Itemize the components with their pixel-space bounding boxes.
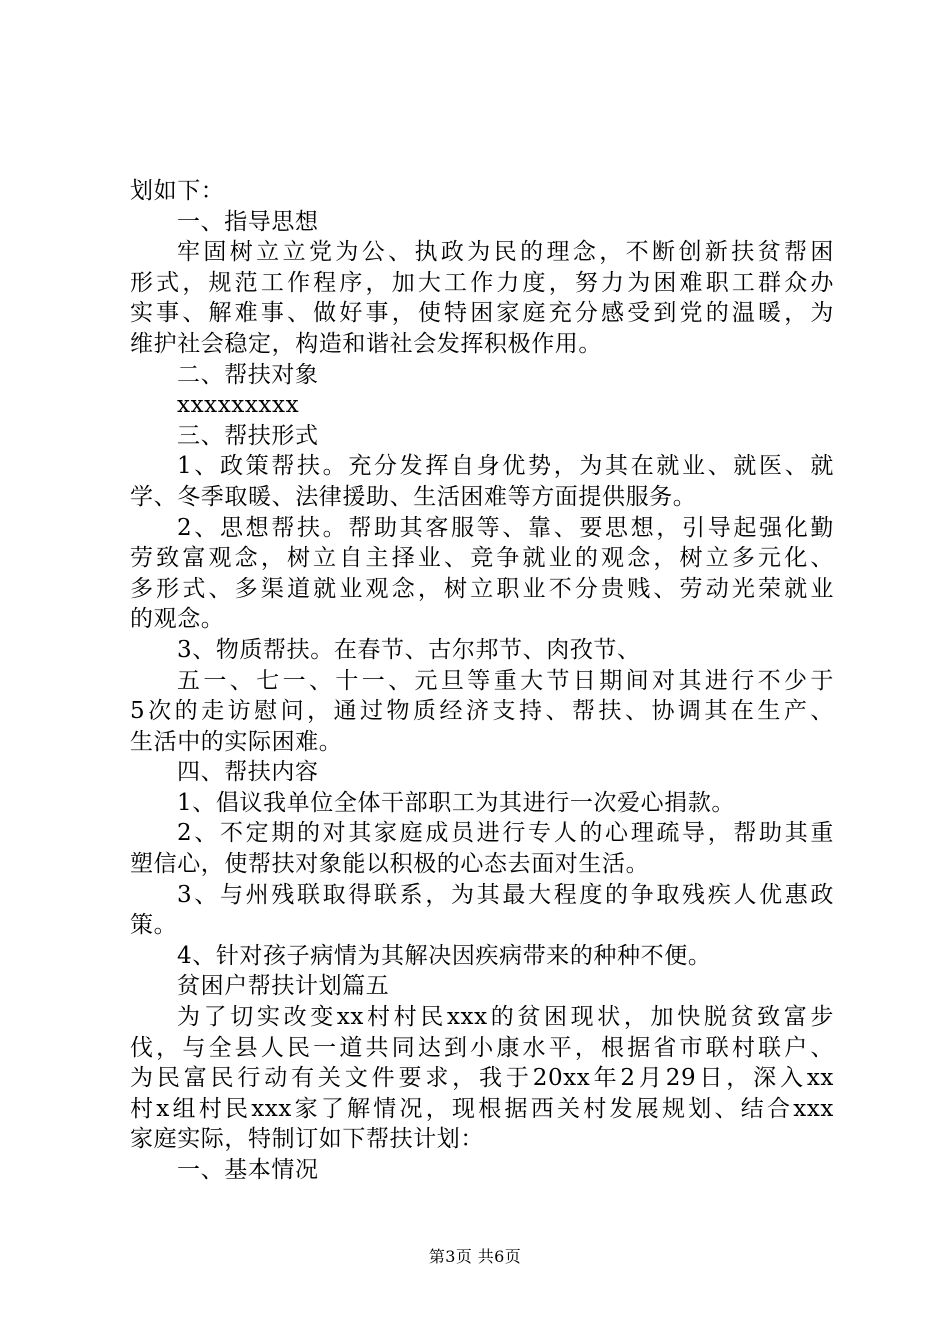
text-line: 三、帮扶形式 xyxy=(177,422,319,449)
text-line: 村x组村民xxx家了解情况，现根据西关村发展规划、结合xxx xyxy=(130,1095,834,1122)
text-line: 贫困户帮扶计划篇五 xyxy=(177,973,390,1000)
document-body xyxy=(130,176,834,1186)
text-line: 塑信心，使帮扶对象能以积极的心态去面对生活。 xyxy=(130,851,650,878)
text-line: xxxxxxxxx xyxy=(177,392,300,419)
text-line: 4、针对孩子病情为其解决因疾病带来的种种不便。 xyxy=(177,942,712,969)
text-line: 五一、七一、十一、元旦等重大节日期间对其进行不少于 xyxy=(177,667,834,694)
text-line: 一、基本情况 xyxy=(177,1157,319,1183)
page-footer: 第3页 共6页 xyxy=(428,1247,522,1266)
text-line: 的观念。 xyxy=(130,606,225,633)
text-line: 学、冬季取暖、法律援助、生活困难等方面提供服务。 xyxy=(130,483,697,510)
text-line: 家庭实际，特制订如下帮扶计划： xyxy=(130,1126,484,1153)
text-line: 牢固树立立党为公、执政为民的理念，不断创新扶贫帮困 xyxy=(177,239,834,266)
text-line: 1、政策帮扶。充分发挥自身优势，为其在就业、就医、就 xyxy=(177,453,834,480)
text-line: 劳致富观念，树立自主择业、竞争就业的观念，树立多元化、 xyxy=(130,545,834,572)
text-line: 3、与州残联取得联系，为其最大程度的争取残疾人优惠政 xyxy=(177,881,834,908)
text-line: 为了切实改变xx村村民xxx的贫困现状，加快脱贫致富步 xyxy=(177,1004,834,1031)
text-line: 2、不定期的对其家庭成员进行专人的心理疏导，帮助其重 xyxy=(177,820,834,847)
text-line: 伐，与全县人民一道共同达到小康水平，根据省市联村联户、 xyxy=(130,1034,834,1061)
text-line: 二、帮扶对象 xyxy=(177,361,319,388)
text-line: 形式，规范工作程序，加大工作力度，努力为困难职工群众办 xyxy=(130,269,834,296)
text-line: 实事、解难事、做好事，使特困家庭充分感受到党的温暖，为 xyxy=(130,300,834,327)
text-line: 四、帮扶内容 xyxy=(177,759,319,786)
text-line: 1、倡议我单位全体干部职工为其进行一次爱心捐款。 xyxy=(177,789,736,816)
text-line: 策。 xyxy=(130,912,178,939)
text-line: 为民富民行动有关文件要求，我于20xx年2月29日，深入xx xyxy=(130,1065,834,1092)
text-line: 一、指导思想 xyxy=(177,208,319,235)
text-line: 5次的走访慰问，通过物质经济支持、帮扶、协调其在生产、 xyxy=(130,698,834,725)
text-line: 划如下： xyxy=(130,178,225,204)
text-line: 2、思想帮扶。帮助其客服等、靠、要思想，引导起强化勤 xyxy=(177,514,834,541)
text-line: 多形式、多渠道就业观念，树立职业不分贵贱、劳动光荣就业 xyxy=(130,575,834,602)
text-line: 维护社会稳定，构造和谐社会发挥积极作用。 xyxy=(130,330,602,357)
text-line: 3、物质帮扶。在春节、古尔邦节、肉孜节、 xyxy=(177,636,641,663)
text-line: 生活中的实际困难。 xyxy=(130,728,343,755)
